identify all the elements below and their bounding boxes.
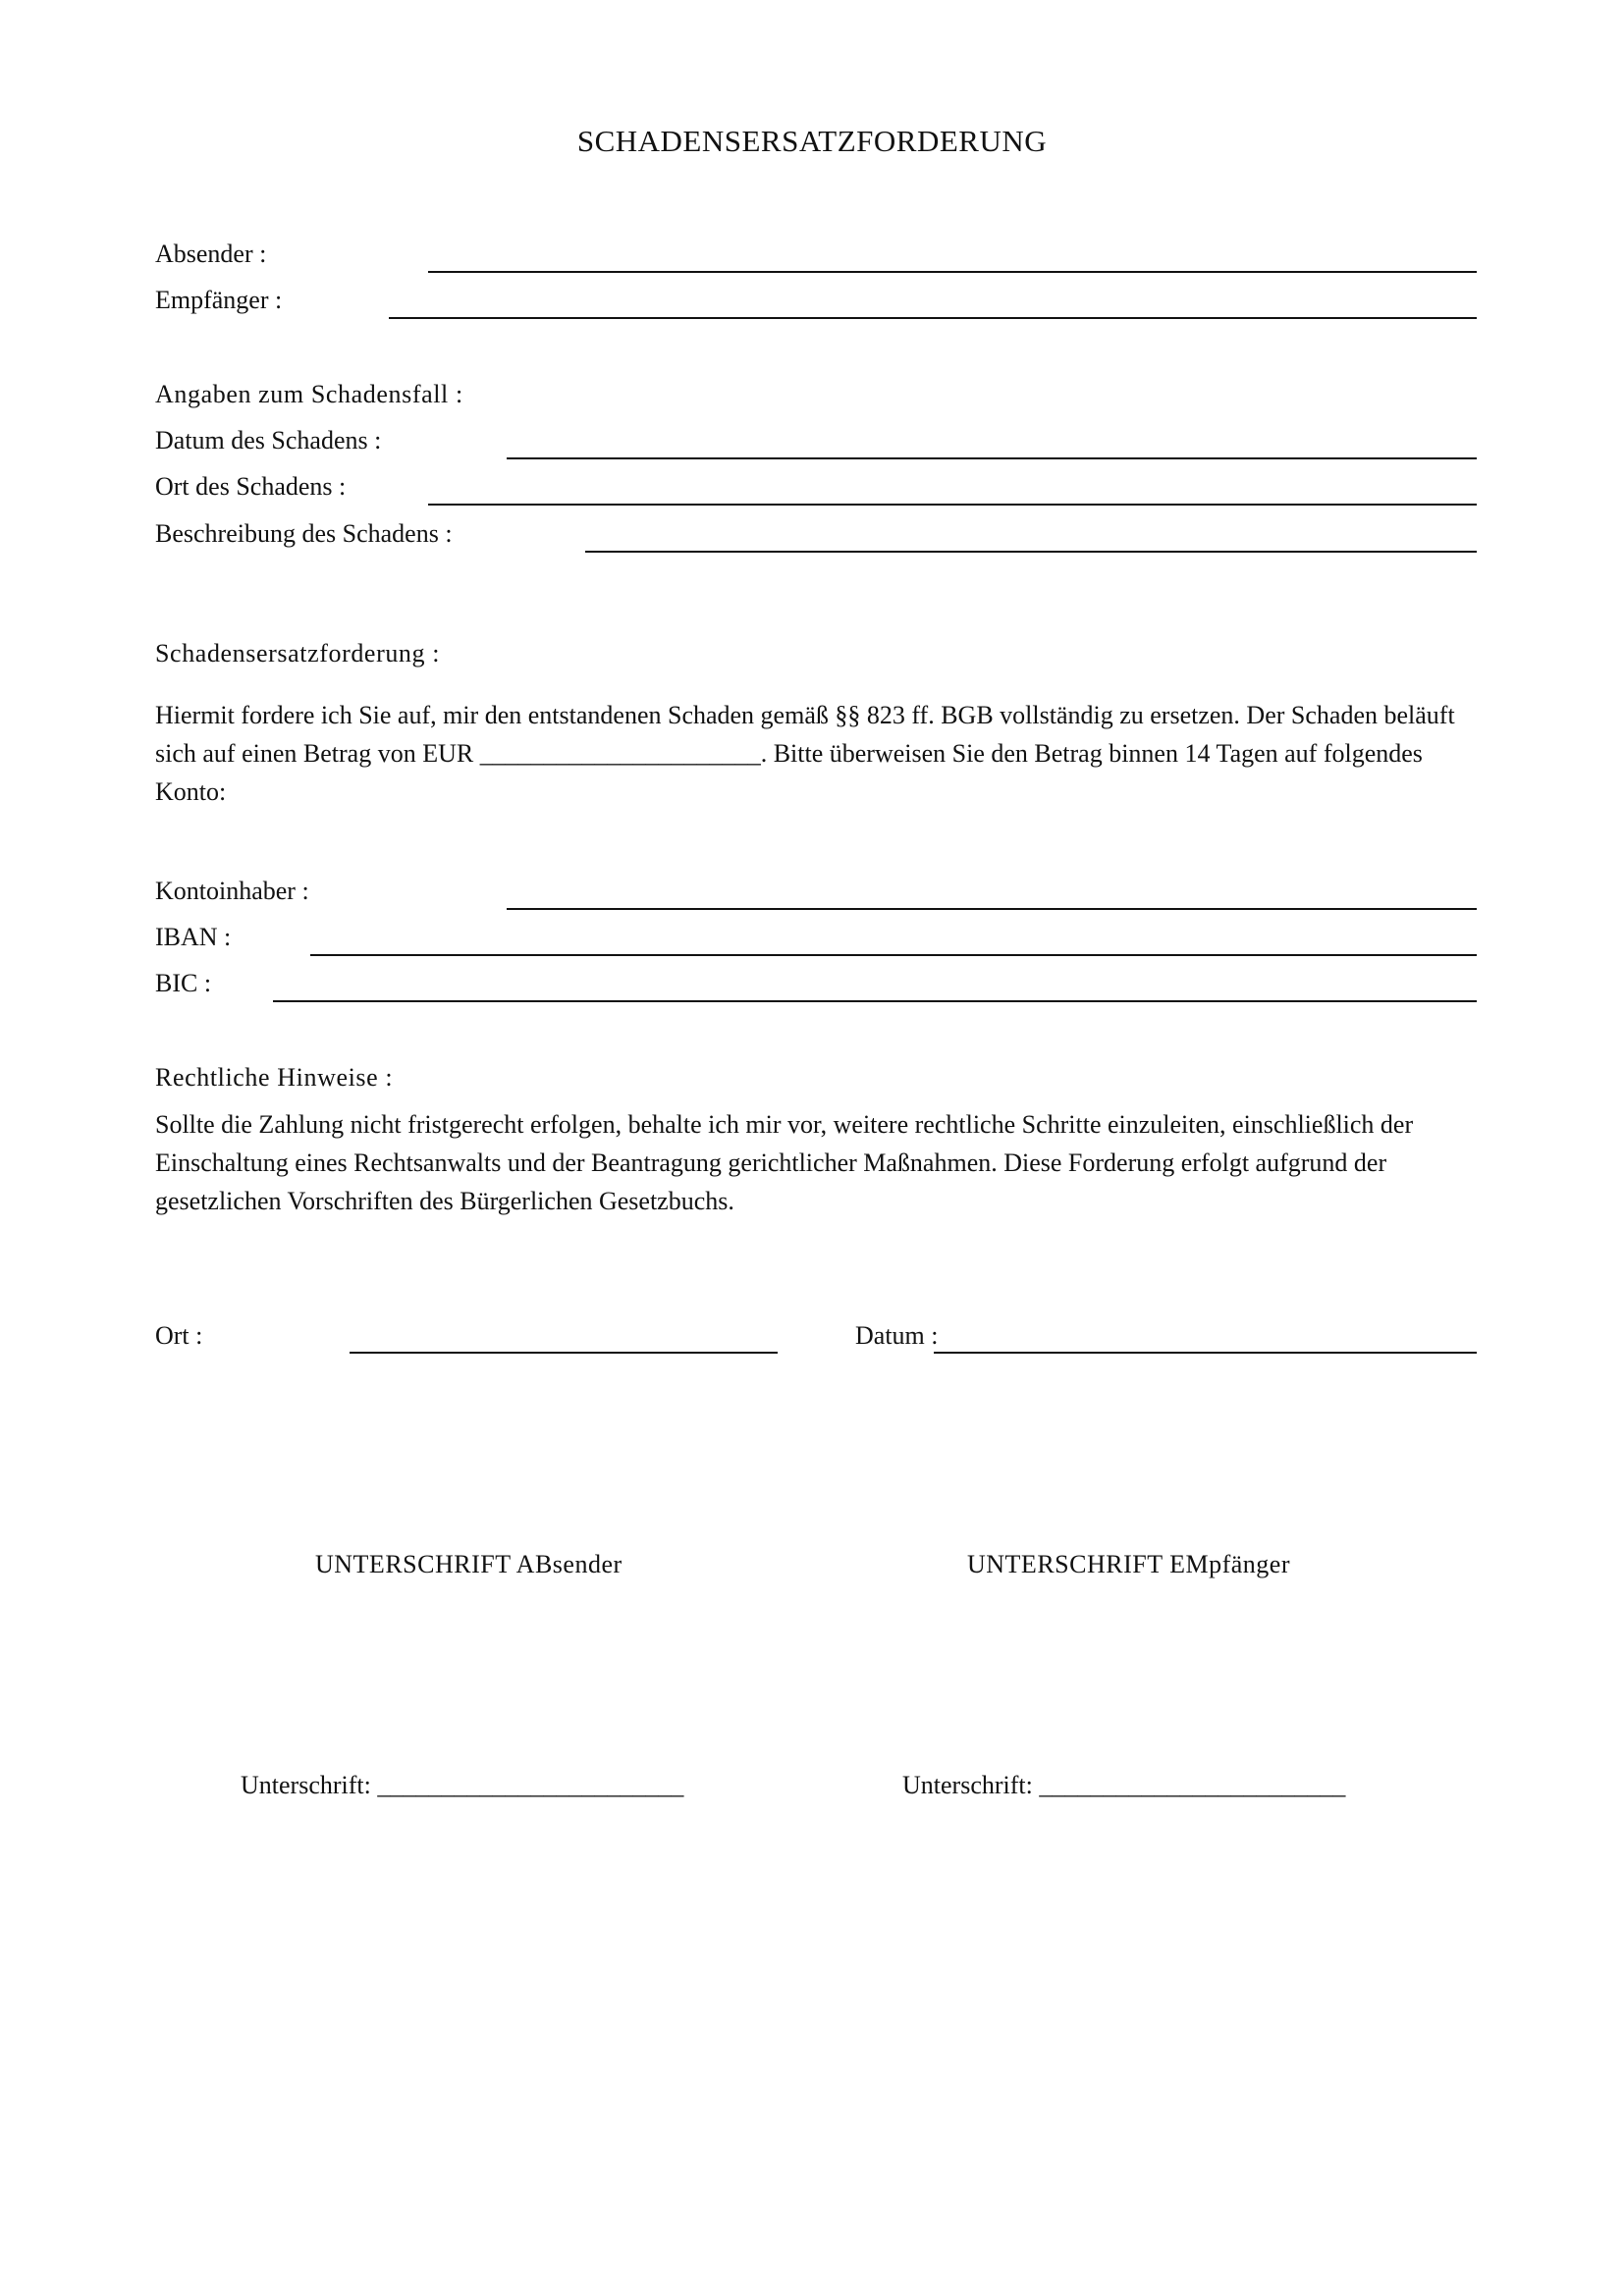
account-holder-field-line[interactable] bbox=[507, 908, 1477, 910]
sender-label: Absender : bbox=[155, 240, 267, 268]
recipient-field-line[interactable] bbox=[389, 317, 1477, 319]
damage-date-label: Datum des Schadens : bbox=[155, 426, 382, 454]
damage-place-label: Ort des Schadens : bbox=[155, 472, 347, 501]
sign-date-label: Datum : bbox=[855, 1321, 939, 1350]
sender-signature-heading: UNTERSCHRIFT ABsender bbox=[315, 1550, 623, 1578]
iban-field-line[interactable] bbox=[310, 954, 1477, 956]
recipient-signature-heading: UNTERSCHRIFT EMpfänger bbox=[967, 1550, 1291, 1578]
damage-place-field-line[interactable] bbox=[428, 504, 1477, 506]
incident-heading: Angaben zum Schadensfall : bbox=[155, 380, 463, 408]
sign-place-field-line[interactable] bbox=[350, 1352, 778, 1354]
document-title: SCHADENSERSATZFORDERUNG bbox=[576, 124, 1048, 158]
damage-date-field-line[interactable] bbox=[507, 457, 1477, 459]
damage-description-field-line[interactable] bbox=[585, 551, 1477, 553]
sign-place-label: Ort : bbox=[155, 1321, 203, 1350]
legal-paragraph: Sollte die Zahlung nicht fristgerecht erfolgen, behalte ich mir vor, weitere rechtliche Schritte einzuleiten, einschließlich der Einschaltung eines Rechtsanwalts und der Beantragung gerichtlicher Maßnahmen. Diese Forderung erfolgt aufgrund der gesetzlichen Vorschriften des Bürgerlichen Gesetzbuchs. bbox=[155, 1110, 1414, 1215]
sign-date-field-line[interactable] bbox=[934, 1352, 1477, 1354]
iban-label: IBAN : bbox=[155, 923, 232, 951]
recipient-label: Empfänger : bbox=[155, 286, 283, 314]
bic-label: BIC : bbox=[155, 969, 212, 997]
bic-field-line[interactable] bbox=[273, 1000, 1477, 1002]
sender-signature-line[interactable]: Unterschrift: ________________________ bbox=[241, 1771, 684, 1799]
claim-paragraph: Hiermit fordere ich Sie auf, mir den entstandenen Schaden gemäß §§ 823 ff. BGB vollständig zu ersetzen. Der Schaden beläuft sich auf einen Betrag von EUR ______________________. Bitte überweisen Sie den Betrag binnen 14 Tagen auf folgendes Konto: bbox=[155, 701, 1455, 806]
claim-heading: Schadensersatzforderung : bbox=[155, 639, 441, 667]
account-holder-label: Kontoinhaber : bbox=[155, 877, 309, 905]
sender-field-line[interactable] bbox=[428, 271, 1477, 273]
damage-description-label: Beschreibung des Schadens : bbox=[155, 519, 453, 548]
recipient-signature-line[interactable]: Unterschrift: ________________________ bbox=[902, 1771, 1346, 1799]
legal-heading: Rechtliche Hinweise : bbox=[155, 1063, 394, 1092]
